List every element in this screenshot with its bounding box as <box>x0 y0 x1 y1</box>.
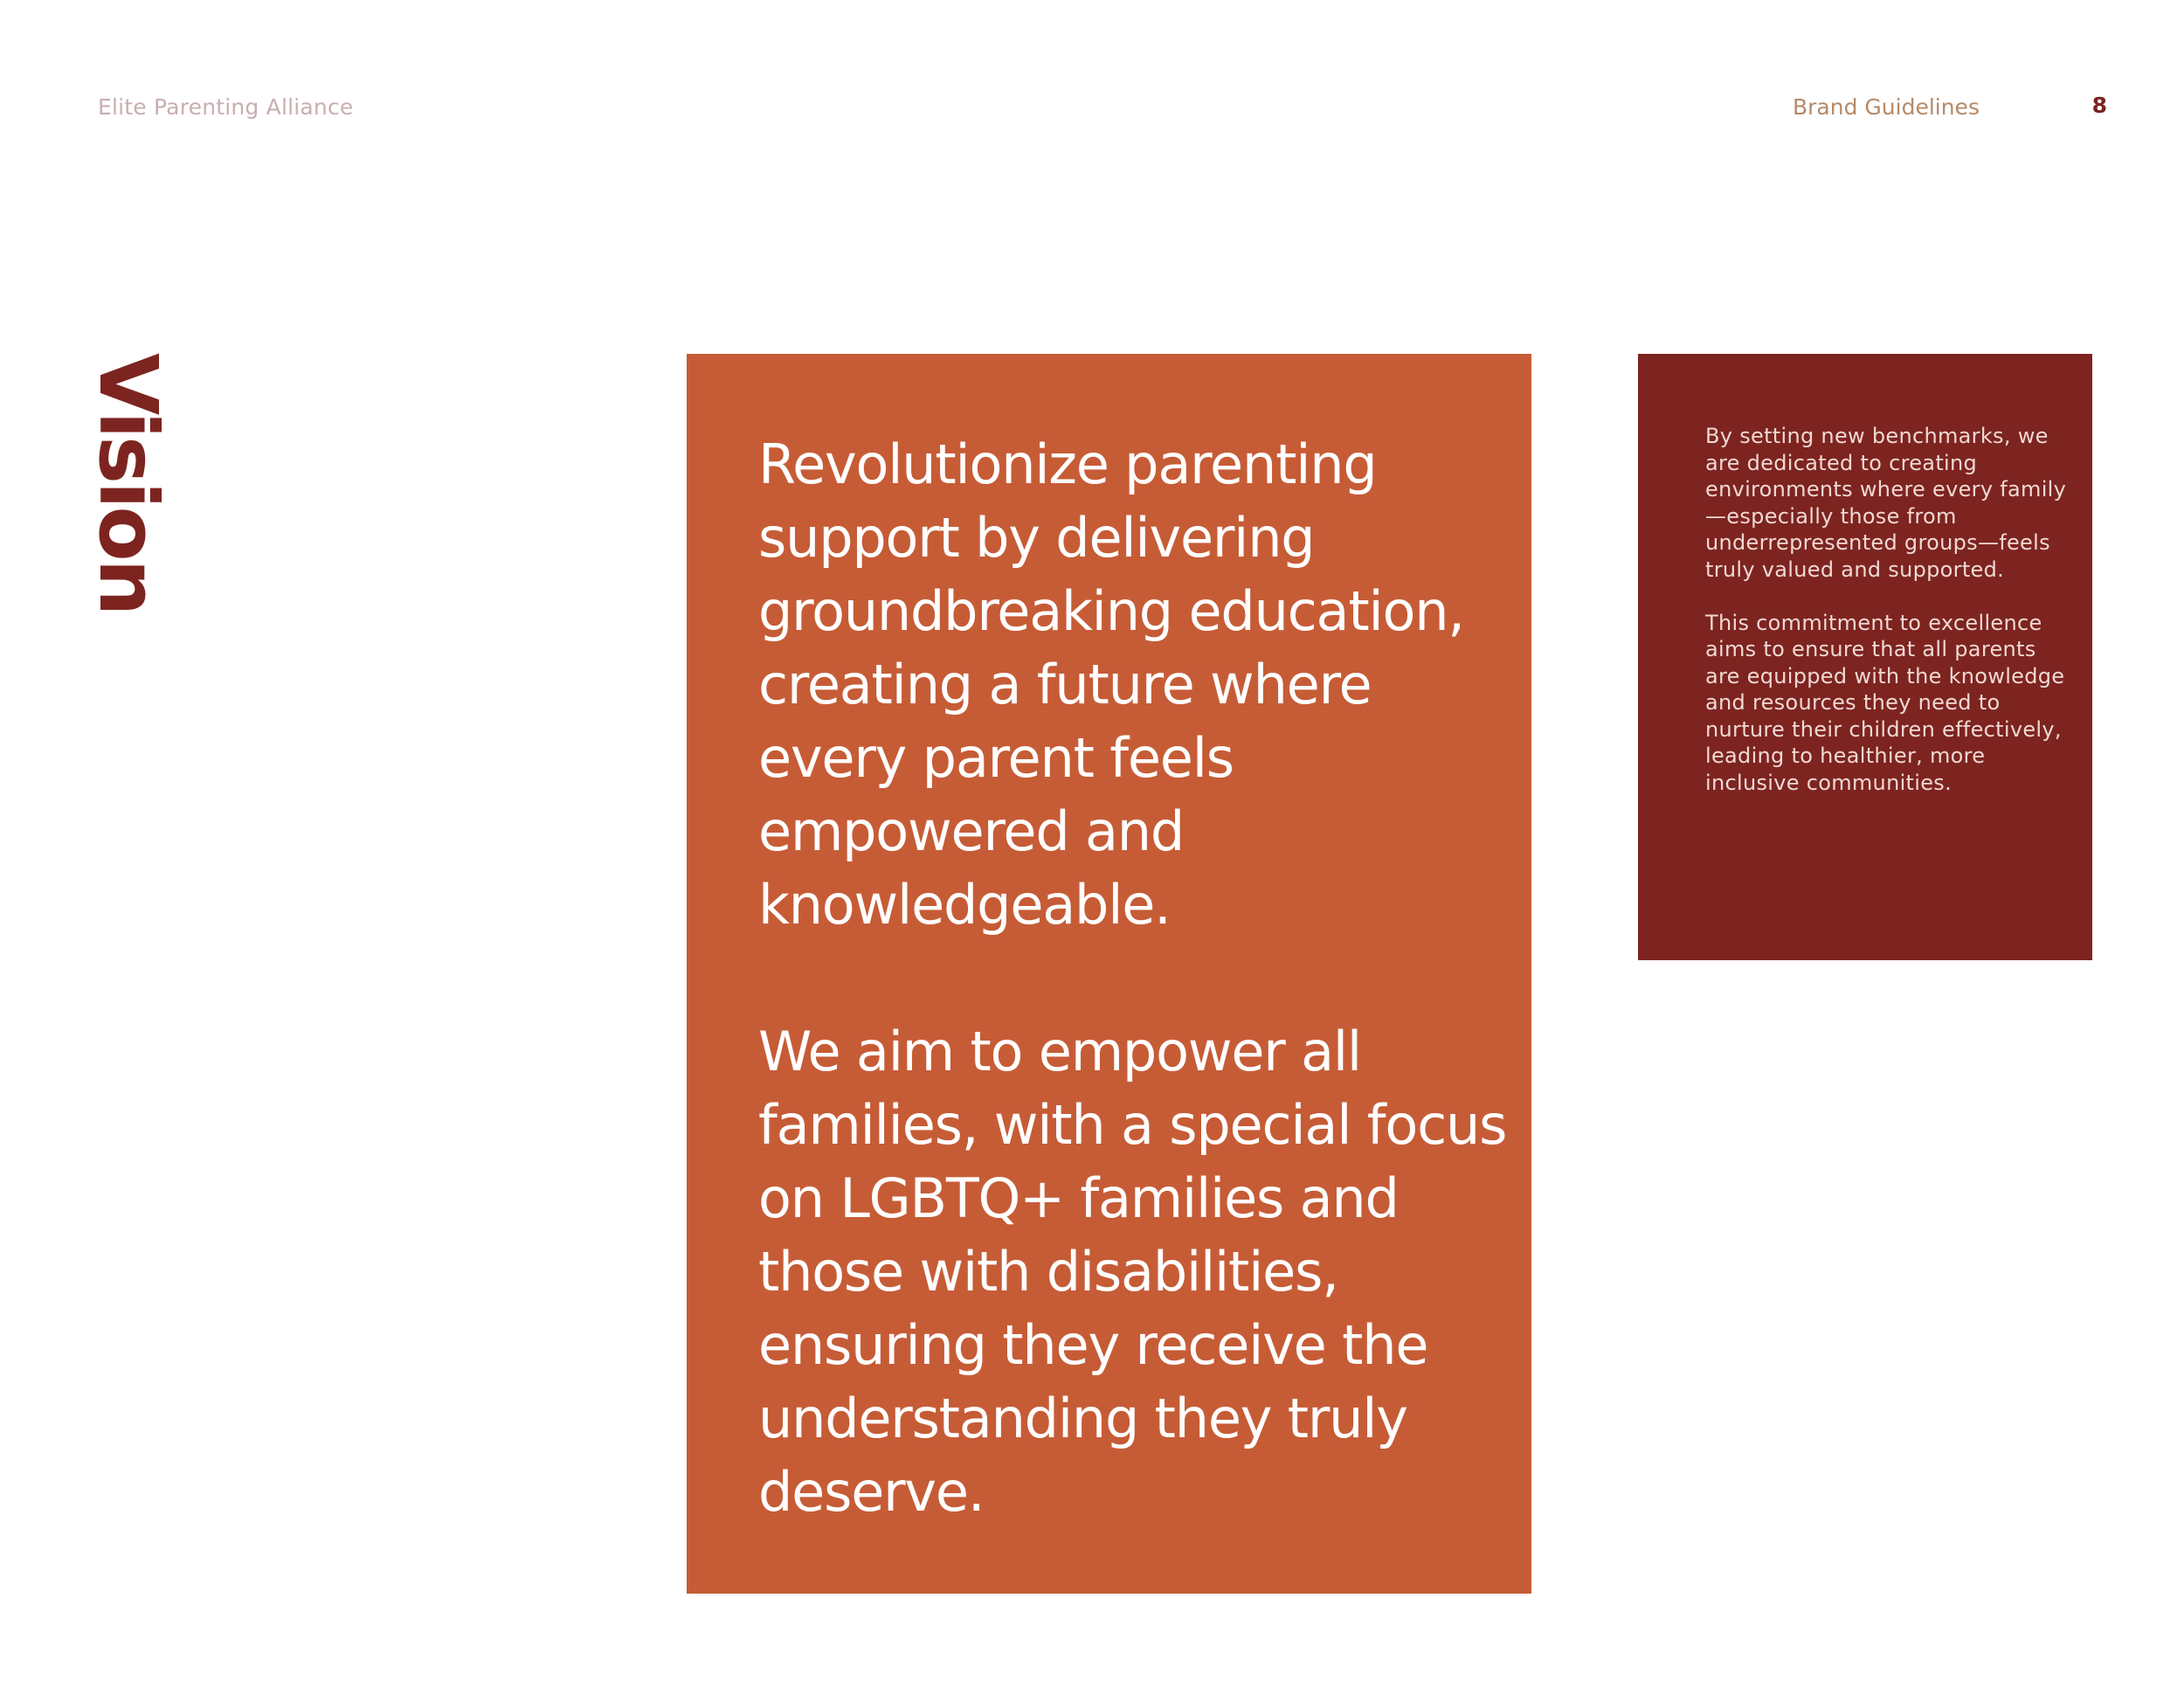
commitment-statement <box>1705 423 2072 796</box>
document-title: Brand Guidelines <box>1793 94 1980 120</box>
vision-statement <box>758 428 1527 1529</box>
page-number: 8 <box>2091 93 2107 118</box>
commitment-paragraph-2: This commitment to excellence aims to ensure that all parents are equipped with the knowledge and resources they need to nurture their children effectively, leading to healthier, more inclusive communities. <box>1705 610 2065 795</box>
vision-paragraph-1: Revolutionize parenting support by delivering groundbreaking education, creating a future where every parent feels empowered and knowledgeable. <box>758 432 1464 937</box>
section-title: Vision <box>81 353 175 614</box>
commitment-paragraph-1: By setting new benchmarks, we are dedicated to creating environments where every family—especially those from underrepresented groups—feels truly valued and supported. <box>1705 424 2067 582</box>
vision-paragraph-2: We aim to empower all families, with a special focus on LGBTQ+ families and those with disabilities, ensuring they receive the understanding they truly deserve. <box>758 1020 1507 1524</box>
organization-name: Elite Parenting Alliance <box>98 94 354 120</box>
